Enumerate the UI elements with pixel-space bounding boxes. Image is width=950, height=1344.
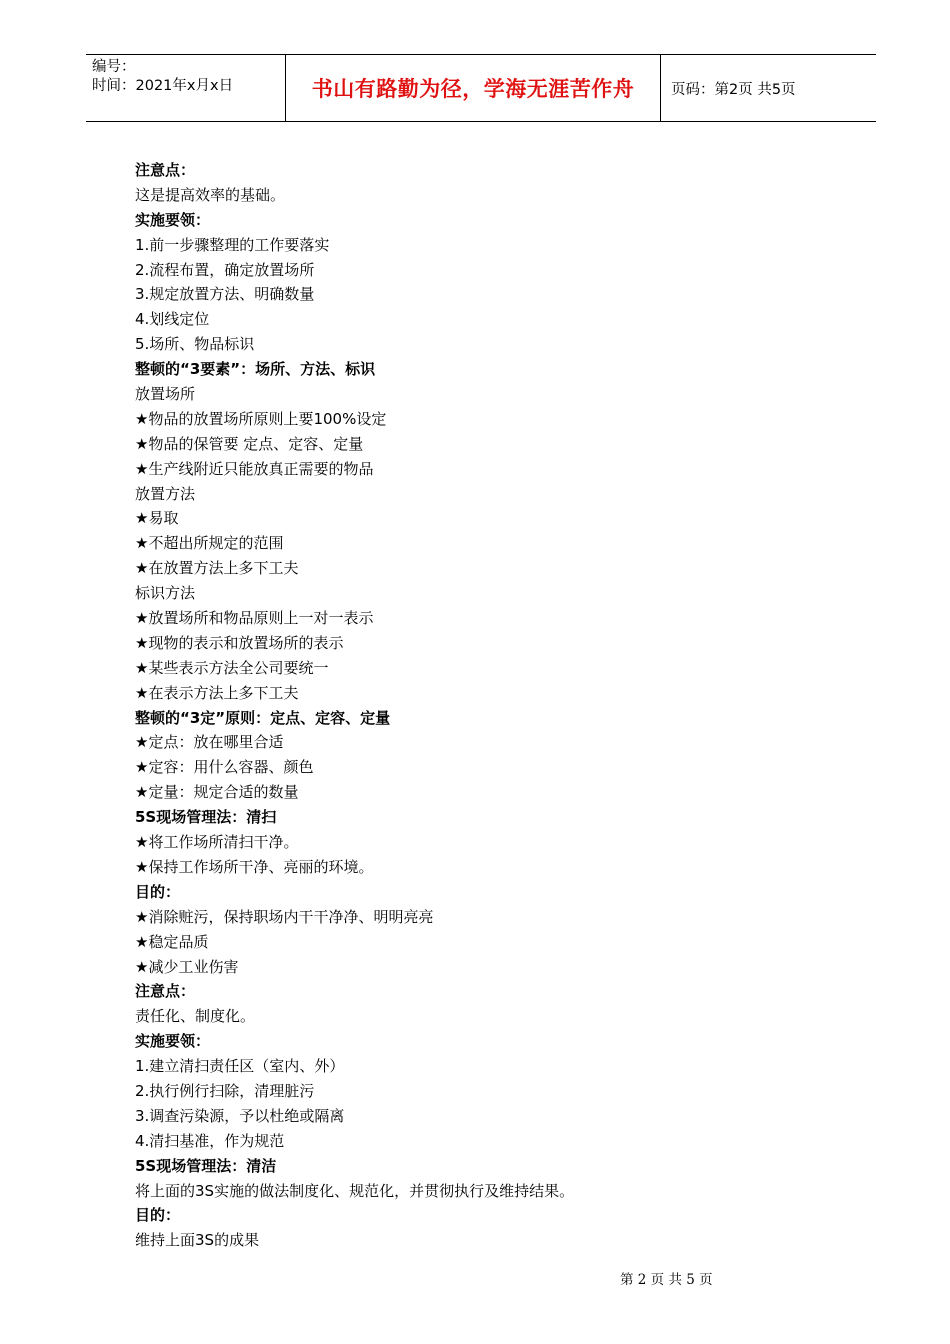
section-heading: 注意点： <box>135 982 196 1001</box>
body-line: ★不超出所规定的范围 <box>135 534 284 553</box>
body-line: ★在表示方法上多下工夫 <box>135 683 299 702</box>
body-line: 维持上面3S的成果 <box>135 1231 260 1250</box>
section-heading: 实施要领： <box>135 210 211 229</box>
document-number-label: 编号： <box>92 59 136 75</box>
header-page-label: 页码：第2页 共5页 <box>671 81 796 98</box>
section-heading: 整顿的“3定”原则：定点、定容、定量 <box>135 708 391 727</box>
body-line: 2.流程布置，确定放置场所 <box>135 260 315 279</box>
section-heading: 5S现场管理法：清扫 <box>135 808 277 827</box>
section-heading: 5S现场管理法：清洁 <box>135 1156 277 1175</box>
body-line: ★稳定品质 <box>135 932 209 951</box>
body-line: 4.清扫基准，作为规范 <box>135 1131 285 1150</box>
body-line: 3.调查污染源，予以杜绝或隔离 <box>135 1106 345 1125</box>
section-heading: 整顿的“3要素”：场所、方法、标识 <box>135 360 376 379</box>
body-line: ★生产线附近只能放真正需要的物品 <box>135 459 374 478</box>
body-line: 放置场所 <box>135 385 196 404</box>
header-meta <box>86 55 286 121</box>
document-time-label: 时间：2021年x月x日 <box>92 78 234 94</box>
body-line: ★保持工作场所干净、亮丽的环境。 <box>135 857 374 876</box>
section-heading: 注意点： <box>135 161 196 179</box>
body-line: 2.执行例行扫除，清理脏污 <box>135 1081 315 1100</box>
document-body <box>135 158 835 1253</box>
body-line: 放置方法 <box>135 484 196 503</box>
page-footer: 第 2 页 共 5 页 <box>620 1272 713 1288</box>
section-heading: 目的： <box>135 1206 181 1225</box>
body-line: 1.前一步骤整理的工作要落实 <box>135 235 330 254</box>
body-line: 标识方法 <box>135 584 196 603</box>
body-line: ★物品的放置场所原则上要100%设定 <box>135 409 387 428</box>
body-line: 4.划线定位 <box>135 310 210 329</box>
body-line: 将上面的3S实施的做法制度化、规范化，并贯彻执行及维持结果。 <box>135 1181 575 1200</box>
header-motto: 书山有路勤为径，学海无涯苦作舟 <box>311 77 635 101</box>
section-heading: 目的： <box>135 882 181 901</box>
body-line: ★减少工业伤害 <box>135 957 239 976</box>
header-motto-cell <box>286 55 661 121</box>
body-line: ★定容：用什么容器、颜色 <box>135 758 314 777</box>
body-line: ★物品的保管要 定点、定容、定量 <box>135 434 364 453</box>
body-line: ★某些表示方法全公司要统一 <box>135 658 329 677</box>
body-line: ★放置场所和物品原则上一对一表示 <box>135 609 374 628</box>
page-header <box>86 54 876 122</box>
body-line: ★定量：规定合适的数量 <box>135 783 299 802</box>
body-line: ★将工作场所清扫干净。 <box>135 833 299 852</box>
section-heading: 实施要领： <box>135 1032 211 1051</box>
body-line: 这是提高效率的基础。 <box>135 185 286 204</box>
header-page-cell <box>661 55 876 121</box>
body-line: 5.场所、物品标识 <box>135 335 255 354</box>
body-line: 1.建立清扫责任区（室内、外） <box>135 1057 345 1076</box>
body-line: ★消除赃污，保持职场内干干净净、明明亮亮 <box>135 907 434 926</box>
body-line: ★定点：放在哪里合适 <box>135 733 284 752</box>
body-line: 3.规定放置方法、明确数量 <box>135 285 315 304</box>
body-line: ★现物的表示和放置场所的表示 <box>135 633 344 652</box>
body-line: ★易取 <box>135 509 179 528</box>
body-line: ★在放置方法上多下工夫 <box>135 559 299 578</box>
body-line: 责任化、制度化。 <box>135 1007 256 1026</box>
